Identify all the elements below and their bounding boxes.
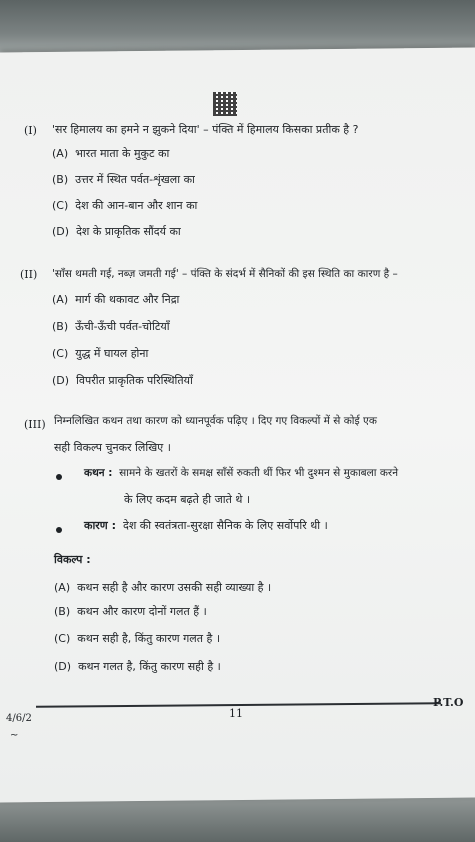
q3-option-b — [54, 605, 207, 619]
statement-text-line1: सामने के खतरों के समक्ष साँसें रुकती थीं फिर भी दुश्मन से मुकाबला करने — [119, 467, 399, 479]
paper-code: 4/6/2 — [6, 713, 32, 724]
option-label: (C) — [52, 347, 69, 360]
option-text: उत्तर में स्थित पर्वत-शृंखला का — [75, 173, 195, 186]
question-1-number: (I) — [24, 124, 37, 137]
bullet-dot — [56, 474, 62, 480]
option-label: (C) — [52, 199, 69, 212]
q2-option-d — [52, 374, 193, 388]
statement-label: कथन : — [84, 467, 113, 479]
q2-option-c — [52, 347, 148, 361]
question-3-number: (III) — [24, 418, 46, 431]
qr-code-icon — [213, 92, 237, 116]
q1-option-a — [52, 147, 169, 161]
option-text: ऊँची-ऊँची पर्वत-चोटियाँ — [75, 320, 170, 333]
option-text: युद्ध में घायल होना — [75, 347, 149, 360]
q1-option-c — [52, 199, 197, 213]
option-label: (D) — [54, 660, 72, 673]
option-text: देश की आन-बान और शान का — [75, 199, 198, 212]
option-label: (D) — [52, 225, 70, 238]
q1-option-b — [52, 173, 195, 187]
q2-option-a — [52, 293, 179, 307]
question-3-text-line1: निम्नलिखित कथन तथा कारण को ध्यानपूर्वक पढ़िए । दिए गए विकल्पों में से कोई एक — [54, 415, 377, 427]
stray-mark: ~ — [10, 730, 19, 741]
question-2-number: (II) — [20, 268, 38, 281]
q2-option-b — [52, 320, 170, 334]
q3-option-d — [54, 660, 221, 674]
option-text: कथन गलत है, किंतु कारण सही है । — [78, 660, 221, 673]
pto-label: P.T.O — [433, 696, 464, 709]
reason-text: देश की स्वतंत्रता-सुरक्षा सैनिक के लिए सर्वोपरि थी । — [122, 519, 328, 532]
question-3-text-line2: सही विकल्प चुनकर लिखिए । — [54, 441, 171, 454]
question-2-text: 'साँस थमती गई, नब्ज़ जमती गई' – पंक्ति के संदर्भ में सैनिकों की इस स्थिति का कारण है – — [52, 268, 398, 280]
option-text: मार्ग की थकावट और निद्रा — [75, 293, 180, 306]
reason-row — [84, 519, 328, 533]
page-number: 11 — [229, 707, 243, 720]
option-text: कथन और कारण दोनों गलत हैं । — [77, 605, 207, 618]
option-label: (B) — [52, 320, 69, 333]
option-label: (A) — [54, 581, 71, 594]
option-label: (C) — [54, 632, 71, 645]
statement-row — [84, 466, 398, 480]
option-label: (A) — [52, 147, 69, 160]
bullet-dot — [56, 527, 62, 533]
option-label: (A) — [52, 293, 69, 306]
option-text: भारत माता के मुकुट का — [75, 147, 170, 160]
q1-option-d — [52, 225, 181, 239]
reason-label: कारण : — [84, 519, 116, 532]
option-text: देश के प्राकृतिक सौंदर्य का — [76, 225, 181, 238]
question-1-text: 'सर हिमालय का हमने न झुकने दिया' – पंक्ति में हिमालय किसका प्रतीक है ? — [52, 123, 359, 136]
option-label: (B) — [54, 605, 71, 618]
option-text: कथन सही है और कारण उसकी सही व्याख्या है । — [77, 581, 272, 594]
option-text: कथन सही है, किंतु कारण गलत है । — [77, 632, 221, 645]
q3-option-a — [54, 581, 271, 595]
statement-text-line2: के लिए कदम बढ़ते ही जाते थे । — [124, 493, 251, 506]
options-title: विकल्प : — [54, 553, 91, 566]
option-label: (D) — [52, 374, 70, 387]
option-text: विपरीत प्राकृतिक परिस्थितियाँ — [76, 374, 193, 387]
option-label: (B) — [52, 173, 69, 186]
q3-option-c — [54, 632, 220, 646]
